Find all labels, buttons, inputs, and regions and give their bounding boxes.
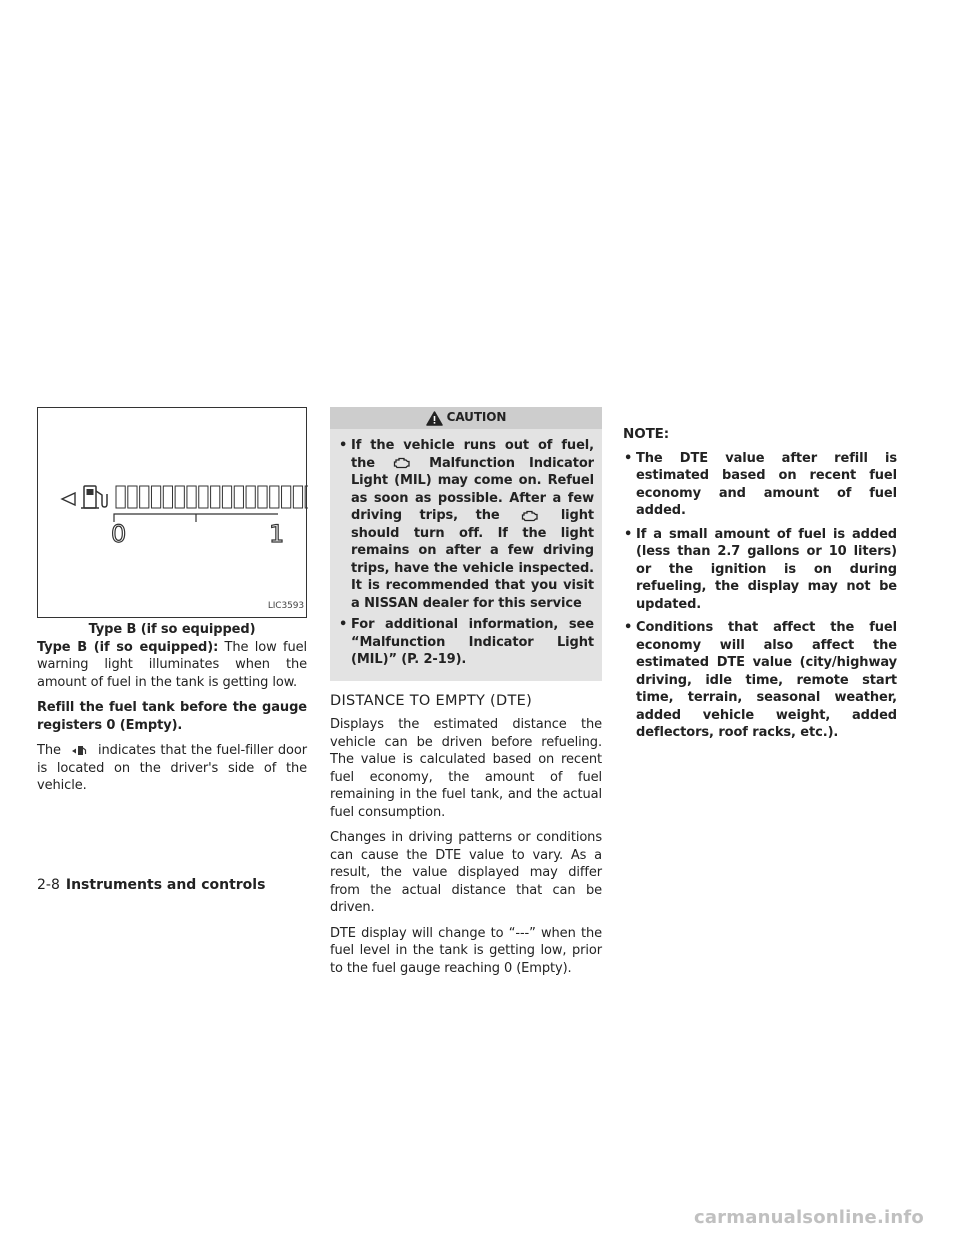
caution-title: CAUTION xyxy=(446,410,507,425)
caution-item1-part-c: light should turn off. If the light remains on after a few driving trips, have the vehicle inspected. It is recommended that you visit a NISSAN dealer for this service xyxy=(351,508,595,611)
fuel-segment xyxy=(199,486,208,508)
fuel-level-segments xyxy=(116,486,308,508)
fuel-segment xyxy=(270,486,279,508)
figure-caption: Type B (if so equipped) xyxy=(88,622,256,637)
fuel-door-post: indicates that the fuel-filler door is located on the driver's side of the vehicle. xyxy=(37,743,307,793)
gauge-empty-label: 0 xyxy=(111,520,127,548)
type-b-text: The low fuel warning light illuminates when the amount of fuel in the tank is getting low. xyxy=(37,639,307,690)
caution-item xyxy=(338,437,594,612)
fuel-segment xyxy=(211,486,220,508)
fuel-segment xyxy=(305,486,308,508)
fuel-segment xyxy=(140,486,149,508)
middle-column xyxy=(330,407,602,985)
note-item: • The DTE value after refill is estimated based on recent fuel economy and amount of fuel added. xyxy=(623,450,897,520)
note-list xyxy=(623,450,897,742)
fuel-segment xyxy=(128,486,137,508)
fuel-segment xyxy=(282,486,291,508)
fuel-gauge-illustration xyxy=(38,408,308,619)
dte-section-title: DISTANCE TO EMPTY (DTE) xyxy=(330,692,533,709)
caution-item: • For additional information, see “Malfunction Indicator Light (MIL)” (P. 2-19). xyxy=(338,616,594,669)
type-b-label: Type B (if so equipped): xyxy=(37,639,219,655)
fuel-door-paragraph xyxy=(37,742,307,795)
engine-mil-icon xyxy=(521,510,539,522)
refill-instruction: Refill the fuel tank before the gauge registers 0 (Empty). xyxy=(37,700,307,733)
dte-paragraph-3: DTE display will change to “---” when the fuel level in the tank is getting low, prior to the fuel gauge reaching 0 (Empty). xyxy=(330,925,602,976)
fuel-segment xyxy=(163,486,172,508)
left-column xyxy=(37,407,307,803)
fuel-segment xyxy=(258,486,267,508)
fuel-door-side-icon xyxy=(71,744,87,758)
engine-mil-icon xyxy=(393,457,411,469)
fuel-door-pre: The xyxy=(37,743,61,758)
fuel-door-arrow-icon xyxy=(62,493,75,505)
figure-code: LIC3593 xyxy=(267,600,304,611)
page-number: 2-8 xyxy=(37,877,60,893)
caution-item1-part-a: If the vehicle runs out of fuel, the xyxy=(351,438,594,471)
fuel-segment xyxy=(293,486,302,508)
caution-box xyxy=(330,407,602,681)
fuel-segment xyxy=(246,486,255,508)
fuel-segment xyxy=(234,486,243,508)
fuel-pump-icon xyxy=(81,486,107,508)
note-item: • If a small amount of fuel is added (less than 2.7 gallons or 10 liters) or the ignition is on during refueling, the display may not be updated. xyxy=(623,526,897,614)
fuel-segment xyxy=(151,486,160,508)
fuel-gauge-figure xyxy=(37,407,307,618)
page-footer xyxy=(37,877,265,893)
caution-item1-part-b: Malfunction Indicator Light (MIL) may come on. Refuel as soon as possible. After a few driving trips, the xyxy=(351,455,594,523)
fuel-segment xyxy=(222,486,231,508)
caution-list xyxy=(338,437,594,669)
note-item: • Conditions that affect the fuel economy will also affect the estimated DTE value (city/highway driving, idle time, remote start time, terrain, seasonal weather, added vehicle weight, added deflectors, roof racks, etc.). xyxy=(623,619,897,742)
gauge-full-label: 1 xyxy=(269,520,285,548)
chapter-title: Instruments and controls xyxy=(65,877,266,893)
fuel-segment xyxy=(187,486,196,508)
warning-triangle-icon xyxy=(426,411,443,426)
type-b-paragraph xyxy=(37,639,307,692)
right-column xyxy=(623,426,897,748)
fuel-segment xyxy=(175,486,184,508)
caution-header xyxy=(330,407,602,429)
note-title: NOTE: xyxy=(623,426,670,442)
watermark: carmanualsonline.info xyxy=(693,1207,924,1228)
dte-paragraph-2: Changes in driving patterns or conditions can cause the DTE value to vary. As a result, the value displayed may differ from the actual distance that can be driven. xyxy=(330,830,602,915)
dte-paragraph-1: Displays the estimated distance the vehicle can be driven before refueling. The value is calculated based on recent fuel economy, the amount of fuel remaining in the fuel tank, and the actual fuel consumption. xyxy=(330,717,602,820)
fuel-segment xyxy=(116,486,125,508)
